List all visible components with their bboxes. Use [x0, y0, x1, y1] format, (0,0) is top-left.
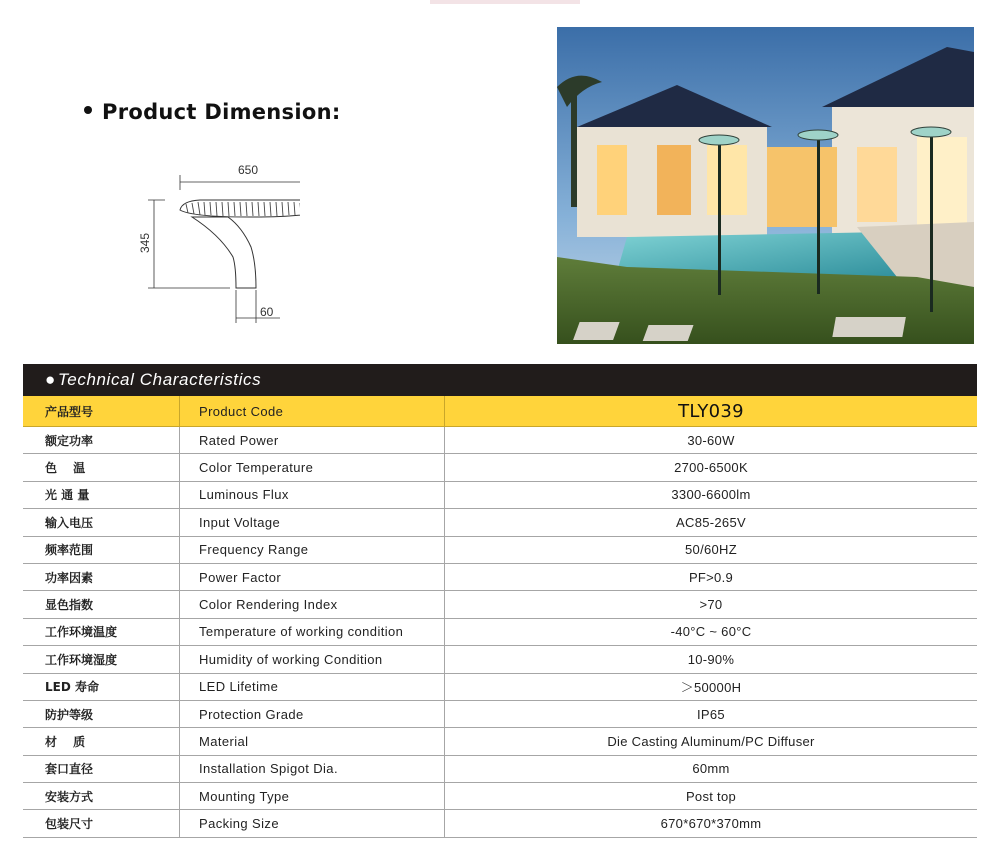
dim-width-label: 650	[237, 163, 259, 177]
en-label: Material	[180, 728, 445, 755]
cn-label: 光 通 量	[23, 481, 180, 508]
en-label: Product Code	[180, 396, 445, 427]
spec-value: 670*670*370mm	[445, 810, 978, 837]
cn-label: 额定功率	[23, 427, 180, 454]
cn-label: 包装尺寸	[23, 810, 180, 837]
spec-value: Die Casting Aluminum/PC Diffuser	[445, 728, 978, 755]
spec-row	[23, 427, 977, 454]
spec-row	[23, 646, 977, 673]
spec-row	[23, 728, 977, 755]
spec-row	[23, 755, 977, 782]
cn-label: 色 温	[23, 454, 180, 481]
cn-label: 安装方式	[23, 783, 180, 810]
dimension-drawing	[130, 155, 300, 330]
spec-value: IP65	[445, 700, 978, 727]
en-label: LED Lifetime	[180, 673, 445, 700]
cn-label: 工作环境湿度	[23, 646, 180, 673]
cn-label: LED 寿命	[23, 673, 180, 700]
en-label: Protection Grade	[180, 700, 445, 727]
product-code-row	[23, 396, 977, 427]
spec-row	[23, 454, 977, 481]
spec-value: >70	[445, 591, 978, 618]
cn-label: 套口直径	[23, 755, 180, 782]
spec-row	[23, 563, 977, 590]
en-label: Color Temperature	[180, 454, 445, 481]
en-label: Packing Size	[180, 810, 445, 837]
spec-value: 60mm	[445, 755, 978, 782]
en-label: Input Voltage	[180, 509, 445, 536]
top-accent-bar	[430, 0, 580, 4]
dim-height-label: 345	[138, 232, 152, 254]
spec-value: ＞50000H	[445, 673, 978, 700]
technical-characteristics-table	[23, 364, 977, 838]
cn-label: 工作环境温度	[23, 618, 180, 645]
product-dimension-heading	[84, 100, 341, 124]
cn-label: 产品型号	[23, 396, 180, 427]
product-code-value: TLY039	[445, 396, 978, 427]
en-label: Power Factor	[180, 563, 445, 590]
product-scene-photo	[557, 27, 974, 344]
lamp-arm-outline	[192, 217, 256, 288]
cn-label: 频率范围	[23, 536, 180, 563]
cn-label: 显色指数	[23, 591, 180, 618]
spec-value: AC85-265V	[445, 509, 978, 536]
spec-row	[23, 481, 977, 508]
technical-characteristics-header	[23, 364, 977, 396]
spec-value: 3300-6600lm	[445, 481, 978, 508]
spec-value: 30-60W	[445, 427, 978, 454]
spec-row	[23, 536, 977, 563]
cn-label: 功率因素	[23, 563, 180, 590]
specs-table	[23, 396, 977, 838]
spec-row	[23, 509, 977, 536]
cn-label: 防护等级	[23, 700, 180, 727]
en-label: Mounting Type	[180, 783, 445, 810]
spec-value: Post top	[445, 783, 978, 810]
en-label: Color Rendering Index	[180, 591, 445, 618]
bullet-icon: ●	[45, 370, 56, 389]
technical-characteristics-title: Technical Characteristics	[57, 370, 262, 389]
villa-scene-image	[557, 27, 974, 344]
spec-value: PF>0.9	[445, 563, 978, 590]
cn-label: 材 质	[23, 728, 180, 755]
spec-row	[23, 618, 977, 645]
spec-row	[23, 673, 977, 700]
cn-label: 输入电压	[23, 509, 180, 536]
bullet-icon	[84, 106, 92, 114]
spec-value: -40°C ~ 60°C	[445, 618, 978, 645]
spec-value: 50/60HZ	[445, 536, 978, 563]
en-label: Temperature of working condition	[180, 618, 445, 645]
en-label: Installation Spigot Dia.	[180, 755, 445, 782]
spec-value: 10-90%	[445, 646, 978, 673]
en-label: Luminous Flux	[180, 481, 445, 508]
en-label: Humidity of working Condition	[180, 646, 445, 673]
product-dimension-title: Product Dimension:	[102, 100, 341, 124]
spec-row	[23, 783, 977, 810]
spec-row	[23, 700, 977, 727]
spec-value: 2700-6500K	[445, 454, 978, 481]
dim-pole-label: 60	[260, 305, 274, 319]
en-label: Frequency Range	[180, 536, 445, 563]
spec-row	[23, 591, 977, 618]
spec-row	[23, 810, 977, 837]
en-label: Rated Power	[180, 427, 445, 454]
